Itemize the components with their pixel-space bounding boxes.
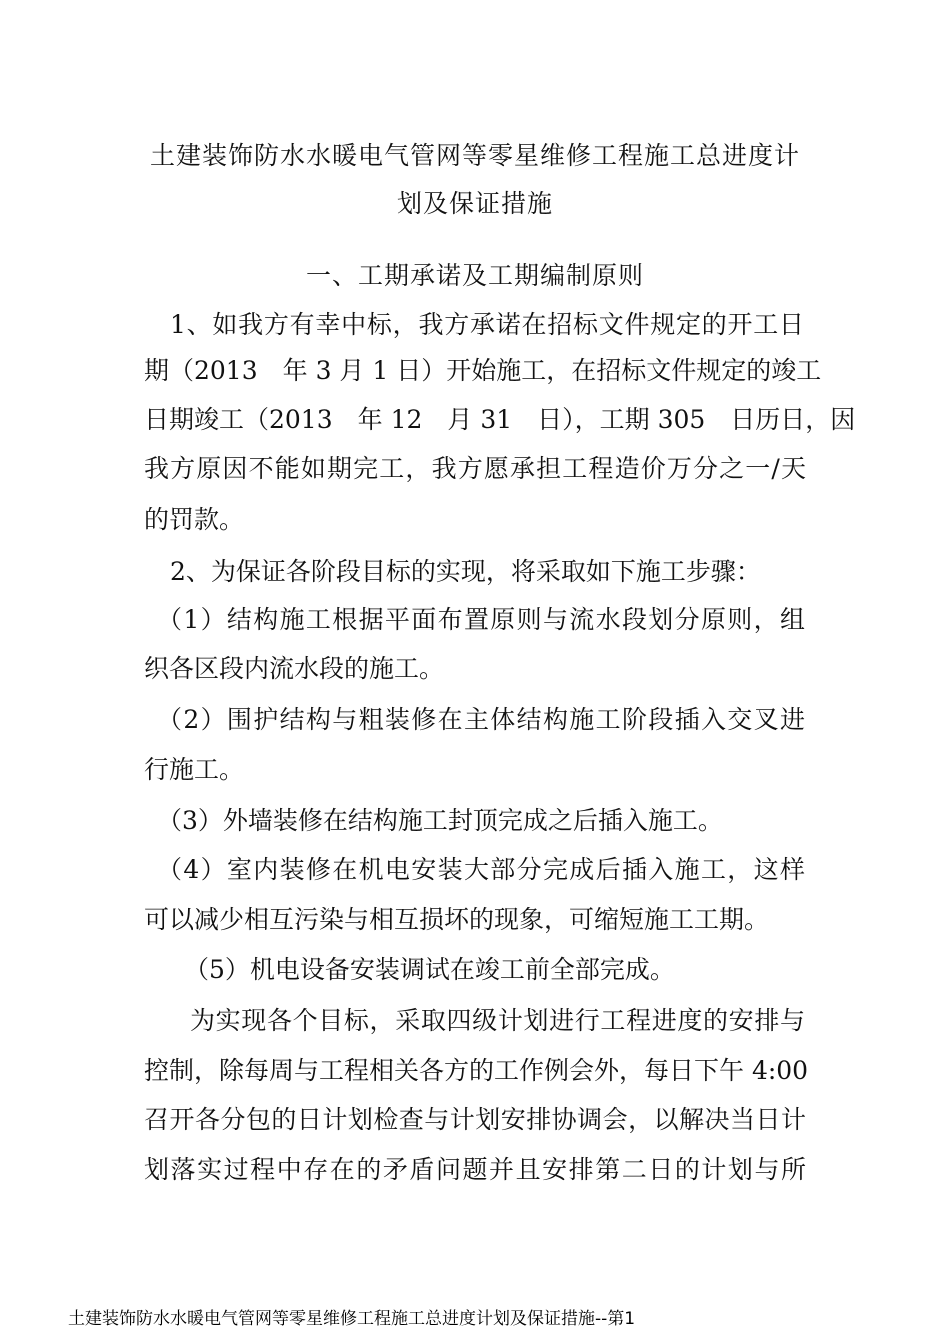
paragraph-text: 我方原因不能如期完工，我方愿承担工程造价万分之一/天: [144, 454, 806, 483]
paragraph-line: [144, 1056, 809, 1086]
paragraph-line: [170, 557, 761, 587]
paragraph-text: 为实现各个目标，采取四级计划进行工程进度的安排与: [190, 1006, 805, 1035]
paragraph-line: [190, 1006, 805, 1036]
list-item-text: （4）室内装修在机电安装大部分完成后插入施工，这样: [157, 855, 805, 884]
paragraph-line: [144, 505, 244, 535]
list-item-line: [157, 806, 723, 836]
paragraph-text: 召开各分包的日计划检查与计划安排协调会，以解决当日计: [144, 1105, 806, 1134]
list-item-line: [157, 855, 805, 885]
paragraph-line: [144, 356, 822, 386]
list-item-line: [157, 605, 805, 635]
list-item-text: （2）围护结构与粗装修在主体结构施工阶段插入交叉进: [157, 705, 805, 734]
paragraph-line: [144, 1155, 806, 1185]
section-heading: 一、工期承诺及工期编制原则: [305, 261, 644, 290]
list-item-text: （1）结构施工根据平面布置原则与流水段划分原则，组: [157, 605, 805, 634]
list-item-line: [184, 955, 675, 985]
paragraph-text: 控制，除每周与工程相关各方的工作例会外，每日下午 4:00: [144, 1056, 809, 1085]
paragraph-text: 划落实过程中存在的矛盾问题并且安排第二日的计划与所: [144, 1155, 806, 1184]
list-item-text: 行施工。: [144, 755, 245, 784]
paragraph-text: 的罚款。: [144, 505, 245, 534]
paragraph-text: 1、如我方有幸中标，我方承诺在招标文件规定的开工日: [170, 310, 804, 339]
document-title-line-2: 划及保证措施: [396, 189, 553, 218]
list-item-line: [157, 705, 805, 735]
paragraph-line: [144, 454, 806, 484]
paragraph-text: 日期竣工（2013 年 12 月 31 日），工期 305 日历日，因: [144, 405, 856, 434]
paragraph-line: [144, 405, 856, 435]
page-footer: 土建装饰防水水暖电气管网等零星维修工程施工总进度计划及保证措施--第1: [68, 1309, 636, 1329]
paragraph-line: [170, 310, 804, 340]
list-item-line: [144, 654, 444, 684]
paragraph-line: [144, 1105, 806, 1135]
paragraph-text: 2、为保证各阶段目标的实现，将采取如下施工步骤：: [170, 557, 761, 586]
list-item-line: [144, 905, 769, 935]
paragraph-text: 期（2013 年 3 月 1 日）开始施工，在招标文件规定的竣工: [144, 356, 822, 385]
list-item-text: 可以减少相互污染与相互损坏的现象，可缩短施工工期。: [144, 905, 770, 934]
document-title-line-1: 土建装饰防水水暖电气管网等零星维修工程施工总进度计: [149, 141, 800, 170]
list-item-text: 织各区段内流水段的施工。: [144, 654, 445, 683]
list-item-text: （3）外墙装修在结构施工封顶完成之后插入施工。: [157, 806, 723, 835]
list-item-line: [144, 755, 244, 785]
list-item-text: （5）机电设备安装调试在竣工前全部完成。: [184, 955, 675, 984]
